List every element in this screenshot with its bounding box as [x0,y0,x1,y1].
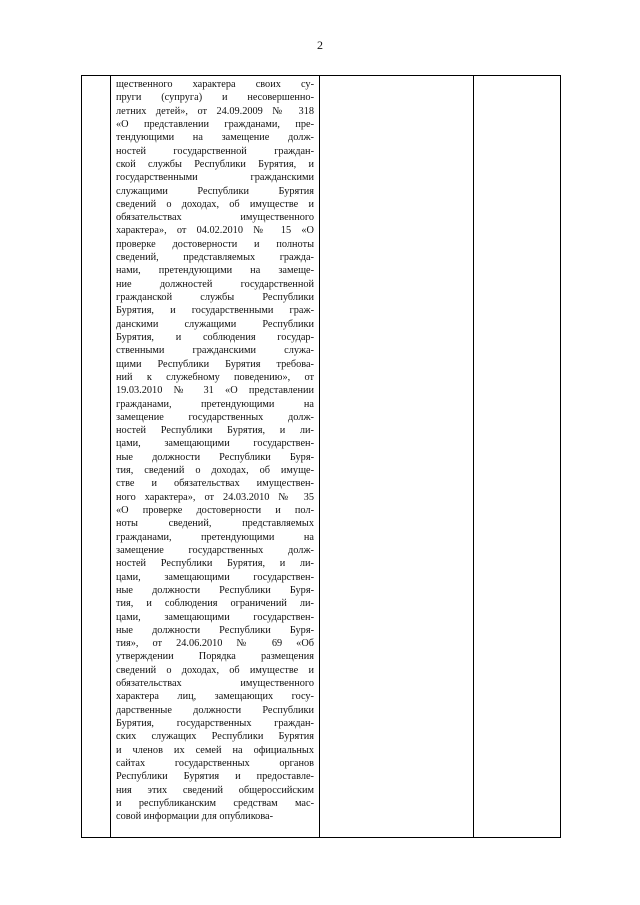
text-line: обязательствах имущественного [116,678,314,690]
text-line: характера», от 04.02.2010 № 15 «О [116,225,314,237]
text-line: сведений, представляемых гражда- [116,252,314,264]
text-line: «О проверке достоверности и пол- [116,505,314,516]
text-line: 19.03.2010 № 31 «О представлении [116,385,314,397]
text-line: ноты сведений, представляемых [116,518,314,530]
text-line: цами, замещающими государствен- [116,571,314,583]
text-line: и республиканским средствам мас- [116,797,314,809]
text-line: ний к служебному поведению», от [116,371,314,383]
text-line: тендующими на замещение долж- [116,132,314,144]
table-row [82,76,561,838]
text-line: ностей Республики Бурятия, и ли- [116,558,314,570]
text-line: ния этих сведений общероссийским [116,784,314,796]
text-line: замещение государственных долж- [116,544,314,556]
text-line: пруги (супруга) и несовершенно- [116,92,314,104]
text-line: цами, замещающими государствен- [116,438,314,450]
text-line: ного характера», от 24.03.2010 № 35 [116,491,314,503]
text-cell [111,76,320,838]
text-line: служащими Республики Бурятия [116,185,314,197]
text-line: Бурятия, государственных граждан- [116,718,314,729]
text-line: ние должностей государственной [116,278,314,290]
text-line: гражданами, претендующими на [116,398,314,410]
text-line: сайтах государственных органов [116,757,314,769]
document-table [81,75,561,838]
empty-cell-4 [474,76,561,838]
text-block [111,76,319,824]
text-line: стве и обязательствах имуществен- [116,478,314,490]
text-line: сведений о доходах, об имуществе и [116,198,314,210]
text-line: ностей государственной граждан- [116,145,314,157]
text-line: летних детей», от 24.09.2009 № 318 [116,105,314,117]
text-line: ные должности Республики Буря- [116,584,314,596]
text-line: тия, сведений о доходах, об имуще- [116,465,314,477]
text-line: Бурятия, и соблюдения государ- [116,331,314,343]
text-line: щественного характера своих су- [116,79,314,90]
text-line: Республики Бурятия и предоставле- [116,771,314,783]
text-line: обязательствах имущественного [116,212,314,224]
text-line: дарственные должности Республики [116,704,314,716]
text-line: ственными гражданскими служа- [116,345,314,357]
text-line: ностей Республики Бурятия, и ли- [116,425,314,437]
text-line: данскими служащими Республики [116,318,314,330]
text-line: проверке достоверности и полноты [116,238,314,250]
text-line: щими Республики Бурятия требова- [116,358,314,370]
text-line: сведений о доходах, об имуществе и [116,664,314,676]
text-line: нами, претендующими на замеще- [116,265,314,277]
page-number: 2 [317,38,323,52]
text-line: характера лиц, замещающих госу- [116,691,314,703]
text-line: ные должности Республики Буря- [116,451,314,463]
text-line: тия», от 24.06.2010 № 69 «Об [116,638,314,650]
text-line: Бурятия, и государственными граж- [116,305,314,317]
text-line: ских служащих Республики Бурятия [116,731,314,743]
number-cell [82,76,111,838]
text-line: замещение государственных долж- [116,411,314,423]
text-line: цами, замещающими государствен- [116,611,314,623]
text-line: и членов их семей на официальных [116,744,314,756]
text-line: утверждении Порядка размещения [116,651,314,663]
text-line: «О представлении гражданами, пре- [116,118,314,130]
text-line: гражданской службы Республики [116,292,314,303]
text-line: государственными гражданскими [116,172,314,184]
text-line: ской службы Республики Бурятия, и [116,158,314,170]
text-line: тия, и соблюдения ограничений ли- [116,598,314,610]
text-line: гражданами, претендующими на [116,531,314,543]
text-line: ные должности Республики Буря- [116,624,314,636]
empty-cell-3 [320,76,474,838]
text-line: совой информации для опубликова- [116,811,274,823]
